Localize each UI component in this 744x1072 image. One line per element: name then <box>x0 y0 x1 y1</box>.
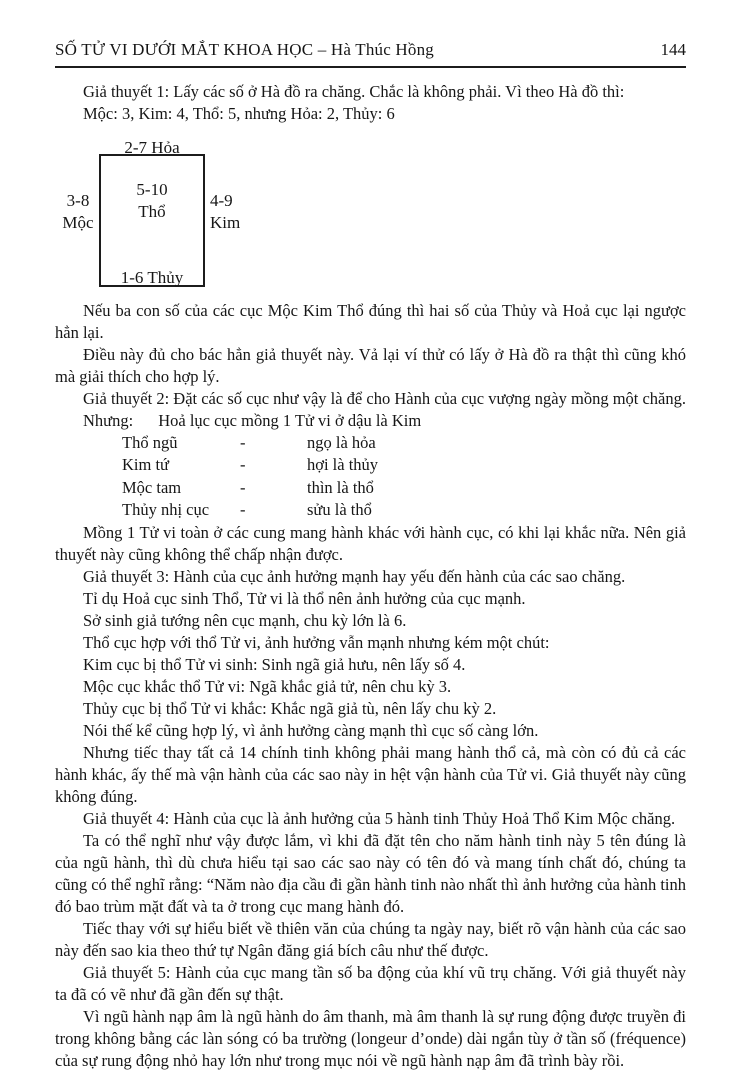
diagram-top-label: 2-7 Hỏa <box>124 138 180 157</box>
page-number: 144 <box>660 40 686 59</box>
list-item <box>55 454 686 476</box>
list-item-left: Thổ ngũ <box>122 433 178 452</box>
list-item-dash: - <box>240 500 246 520</box>
list-item <box>55 432 686 454</box>
paragraph: Nếu ba con số của các cục Mộc Kim Thổ đúng thì hai số của Thủy và Hoả cục lại ngược hẳn lại. <box>55 301 686 342</box>
diagram-left-value: 3-8 <box>66 191 90 210</box>
list-intro-label: Nhưng: <box>83 411 134 430</box>
paragraph-hypothesis-1: Giả thuyết 1: Lấy các số ở Hà đồ ra chăng. Chắc là không phải. Vì theo Hà đồ thì: <box>83 82 625 101</box>
list-item-right: ngọ là hỏa <box>307 433 376 452</box>
list-item <box>55 499 686 521</box>
paragraph-hypothesis-2: Giả thuyết 2: Đặt các số cục như vậy là để cho Hành của cục vượng ngày mồng một chăng. <box>83 389 687 408</box>
list-item <box>55 477 686 499</box>
paragraph-hypothesis-5: Giả thuyết 5: Hành của cục mang tần số ba động của khí vũ trụ chăng. Với giả thuyết này ta đã có vẽ như đã gần đến sự thật. <box>55 962 686 1004</box>
list-intro-text: Hoả lục cục mồng 1 Tử vi ở dậu là Kim <box>158 411 422 430</box>
paragraph-ha-do-numbers: Mộc: 3, Kim: 4, Thổ: 5, nhưng Hỏa: 2, Thủy: 6 <box>83 104 395 123</box>
list-item-dash: - <box>240 455 246 475</box>
list-item-right: hợi là thủy <box>307 455 379 475</box>
paragraph: Kim cục bị thổ Tử vi sinh: Sinh ngã giả hưu, nên lấy số 4. <box>83 654 466 674</box>
paragraph: Nhưng tiếc thay tất cả 14 chính tinh không phải mang hành thổ cả, mà còn có đủ cả các hành khác, ấy thế mà vận hành của các sao này in hệt vận hành của Tử vi. Giả thuyết này cũng không đúng. <box>55 742 686 806</box>
paragraph: Mồng 1 Tử vi toàn ở các cung mang hành khác với hành cục, có khi lại khắc nữa. Nên giả thuyết này cũng không thể chấp nhận được. <box>55 522 686 564</box>
paragraph: Nói thế kể cũng hợp lý, vì ảnh hưởng càng mạnh thì cục số càng lớn. <box>83 720 539 740</box>
paragraph: Thổ cục hợp với thổ Tử vi, ảnh hưởng vẫn mạnh nhưng kém một chút: <box>83 632 550 652</box>
ha-do-diagram <box>55 137 686 289</box>
diagram-center-value: 5-10 <box>136 180 168 199</box>
page-header <box>55 40 686 68</box>
list-item-left: Thủy nhị cục <box>122 500 210 520</box>
list-item-left: Mộc tam <box>122 477 182 497</box>
list-item-dash: - <box>240 433 246 452</box>
paragraph: Tiếc thay với sự hiểu biết về thiên văn của chúng ta ngày nay, biết rõ vận hành của các sao này đến sao kia theo thứ tự Ngân đăng giá bích câu như thế được. <box>55 918 686 960</box>
paragraph: Tỉ dụ Hoả cục sinh Thổ, Tử vi là thổ nên ảnh hưởng của cục mạnh. <box>83 588 526 608</box>
paragraph: Điều này đủ cho bác hẳn giả thuyết này. Vả lại ví thử có lấy ở Hà đồ ra thật thì cũng khó mà giải thích cho hợp lý. <box>55 345 686 386</box>
list-item-right: thìn là thổ <box>307 477 374 497</box>
list-intro-line <box>55 410 686 432</box>
page-content <box>55 81 686 1072</box>
paragraph-hypothesis-4: Giả thuyết 4: Hành của cục là ảnh hưởng của 5 hành tinh Thủy Hoả Thổ Kim Mộc chăng. <box>83 808 676 828</box>
diagram-right-label <box>210 190 260 234</box>
diagram-bottom-label: 1-6 Thủy <box>120 268 184 287</box>
diagram-right-value: 4-9 <box>210 191 233 210</box>
diagram-right-name: Kim <box>210 213 241 232</box>
diagram-left-label <box>55 190 101 234</box>
paragraph: Vì ngũ hành nạp âm là ngũ hành do âm thanh, mà âm thanh là sự rung động được truyền đi trong không bằng các làn sóng có ba trường (longeur d’onde) dài ngắn tùy ở tần số (fréquence) của sự rung động nhỏ hay lớn như trong mục nói về ngũ hành nạp âm đã trình bày rồi. <box>55 1006 686 1070</box>
list-item-dash: - <box>240 477 246 497</box>
diagram-left-name: Mộc <box>62 213 94 232</box>
book-title: SỐ TỬ VI DƯỚI MẮT KHOA HỌC – Hà Thúc Hồng <box>55 40 434 59</box>
paragraph: Ta có thể nghĩ như vậy được lắm, vì khi đã đặt tên cho năm hành tinh này 5 tên đúng là của ngũ hành, thì dù chưa hiểu tại sao các sao này có tên đó và mang tính chất đó, chúng ta cũng có thể nghĩ rằng: “Năm nào địa cầu đi gần hành tinh nào nhất thì ảnh hưởng của hành tinh đó bao trùm mặt đất và ta ở trong cục mang hành đó. <box>55 830 686 916</box>
list-item-left: Kim tứ <box>122 455 169 475</box>
list-item-right: sửu là thổ <box>307 500 372 520</box>
diagram-center-label: Thổ <box>138 202 166 221</box>
paragraph-hypothesis-3: Giả thuyết 3: Hành của cục ảnh hưởng mạnh hay yếu đến hành của các sao chăng. <box>83 566 626 586</box>
paragraph: Mộc cục khắc thổ Tử vi: Ngã khắc giả tử, nên chu kỳ 3. <box>83 676 452 696</box>
paragraph: Thủy cục bị thổ Tử vi khắc: Khắc ngã giả tù, nên lấy chu kỳ 2. <box>83 698 497 718</box>
paragraph: Sở sinh giả tướng nên cục mạnh, chu kỳ lớn là 6. <box>83 610 407 630</box>
